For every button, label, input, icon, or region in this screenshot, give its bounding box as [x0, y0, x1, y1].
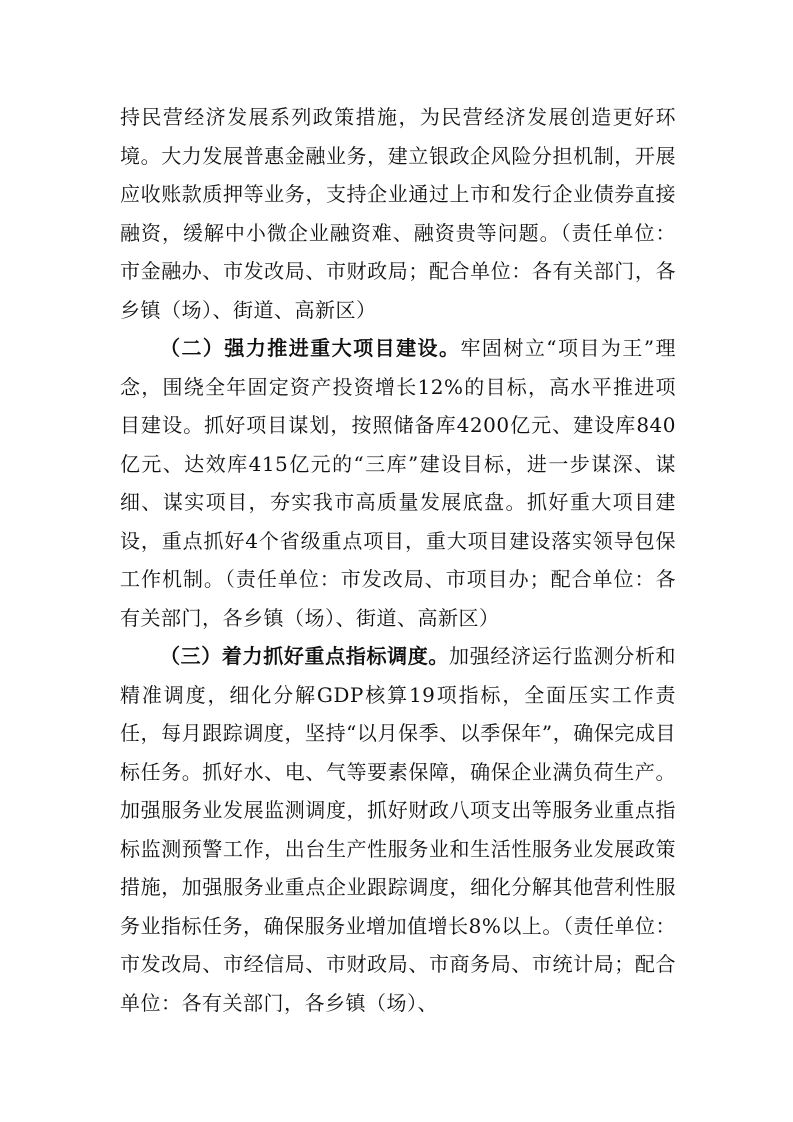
- paragraph-text: 持民营经济发展系列政策措施，为民营经济发展创造更好环境。大力发展普惠金融业务，建立银政企风险分担机制，开展应收账款质押等业务，支持企业通过上市和发行企业债券直接融资，缓解中小微企业融资难、融资贵等问题。（责任单位：市金融办、市发改局、市财政局；配合单位：各有关部门，各乡镇（场）、街道、高新区）: [120, 105, 676, 322]
- section-heading-major-projects: （二）强力推进重大项目建设。: [160, 336, 461, 360]
- document-body: [120, 98, 676, 1022]
- paragraph-text: 加强经济运行监测分析和精准调度，细化分解GDP核算19项指标，全面压实工作责任，每月跟踪调度，坚持“以月保季、以季保年”，确保完成目标任务。抓好水、电、气等要素保障，确保企业满负荷生产。加强服务业发展监测调度，抓好财政八项支出等服务业重点指标监测预警工作，出台生产性服务业和生活性服务业发展政策措施，加强服务业重点企业跟踪调度，细化分解其他营利性服务业指标任务，确保服务业增加值增长8%以上。（责任单位：市发改局、市经信局、市财政局、市商务局、市统计局；配合单位：各有关部门，各乡镇（场）、: [120, 644, 677, 1015]
- paragraph-key-indicators: [120, 637, 676, 1022]
- paragraph-major-projects: [120, 329, 676, 637]
- paragraph-continuation: [120, 98, 676, 329]
- paragraph-text: 牢固树立“项目为王”理念，围绕全年固定资产投资增长12%的目标，高水平推进项目建设。抓好项目谋划，按照储备库4200亿元、建设库840亿元、达效库415亿元的“三库”建设目标，进一步谋深、谋细、谋实项目，夯实我市高质量发展底盘。抓好重大项目建设，重点抓好4个省级重点项目，重大项目建设落实领导包保工作机制。（责任单位：市发改局、市项目办；配合单位：各有关部门，各乡镇（场）、街道、高新区）: [120, 336, 677, 630]
- section-heading-key-indicators: （三）着力抓好重点指标调度。: [160, 644, 450, 668]
